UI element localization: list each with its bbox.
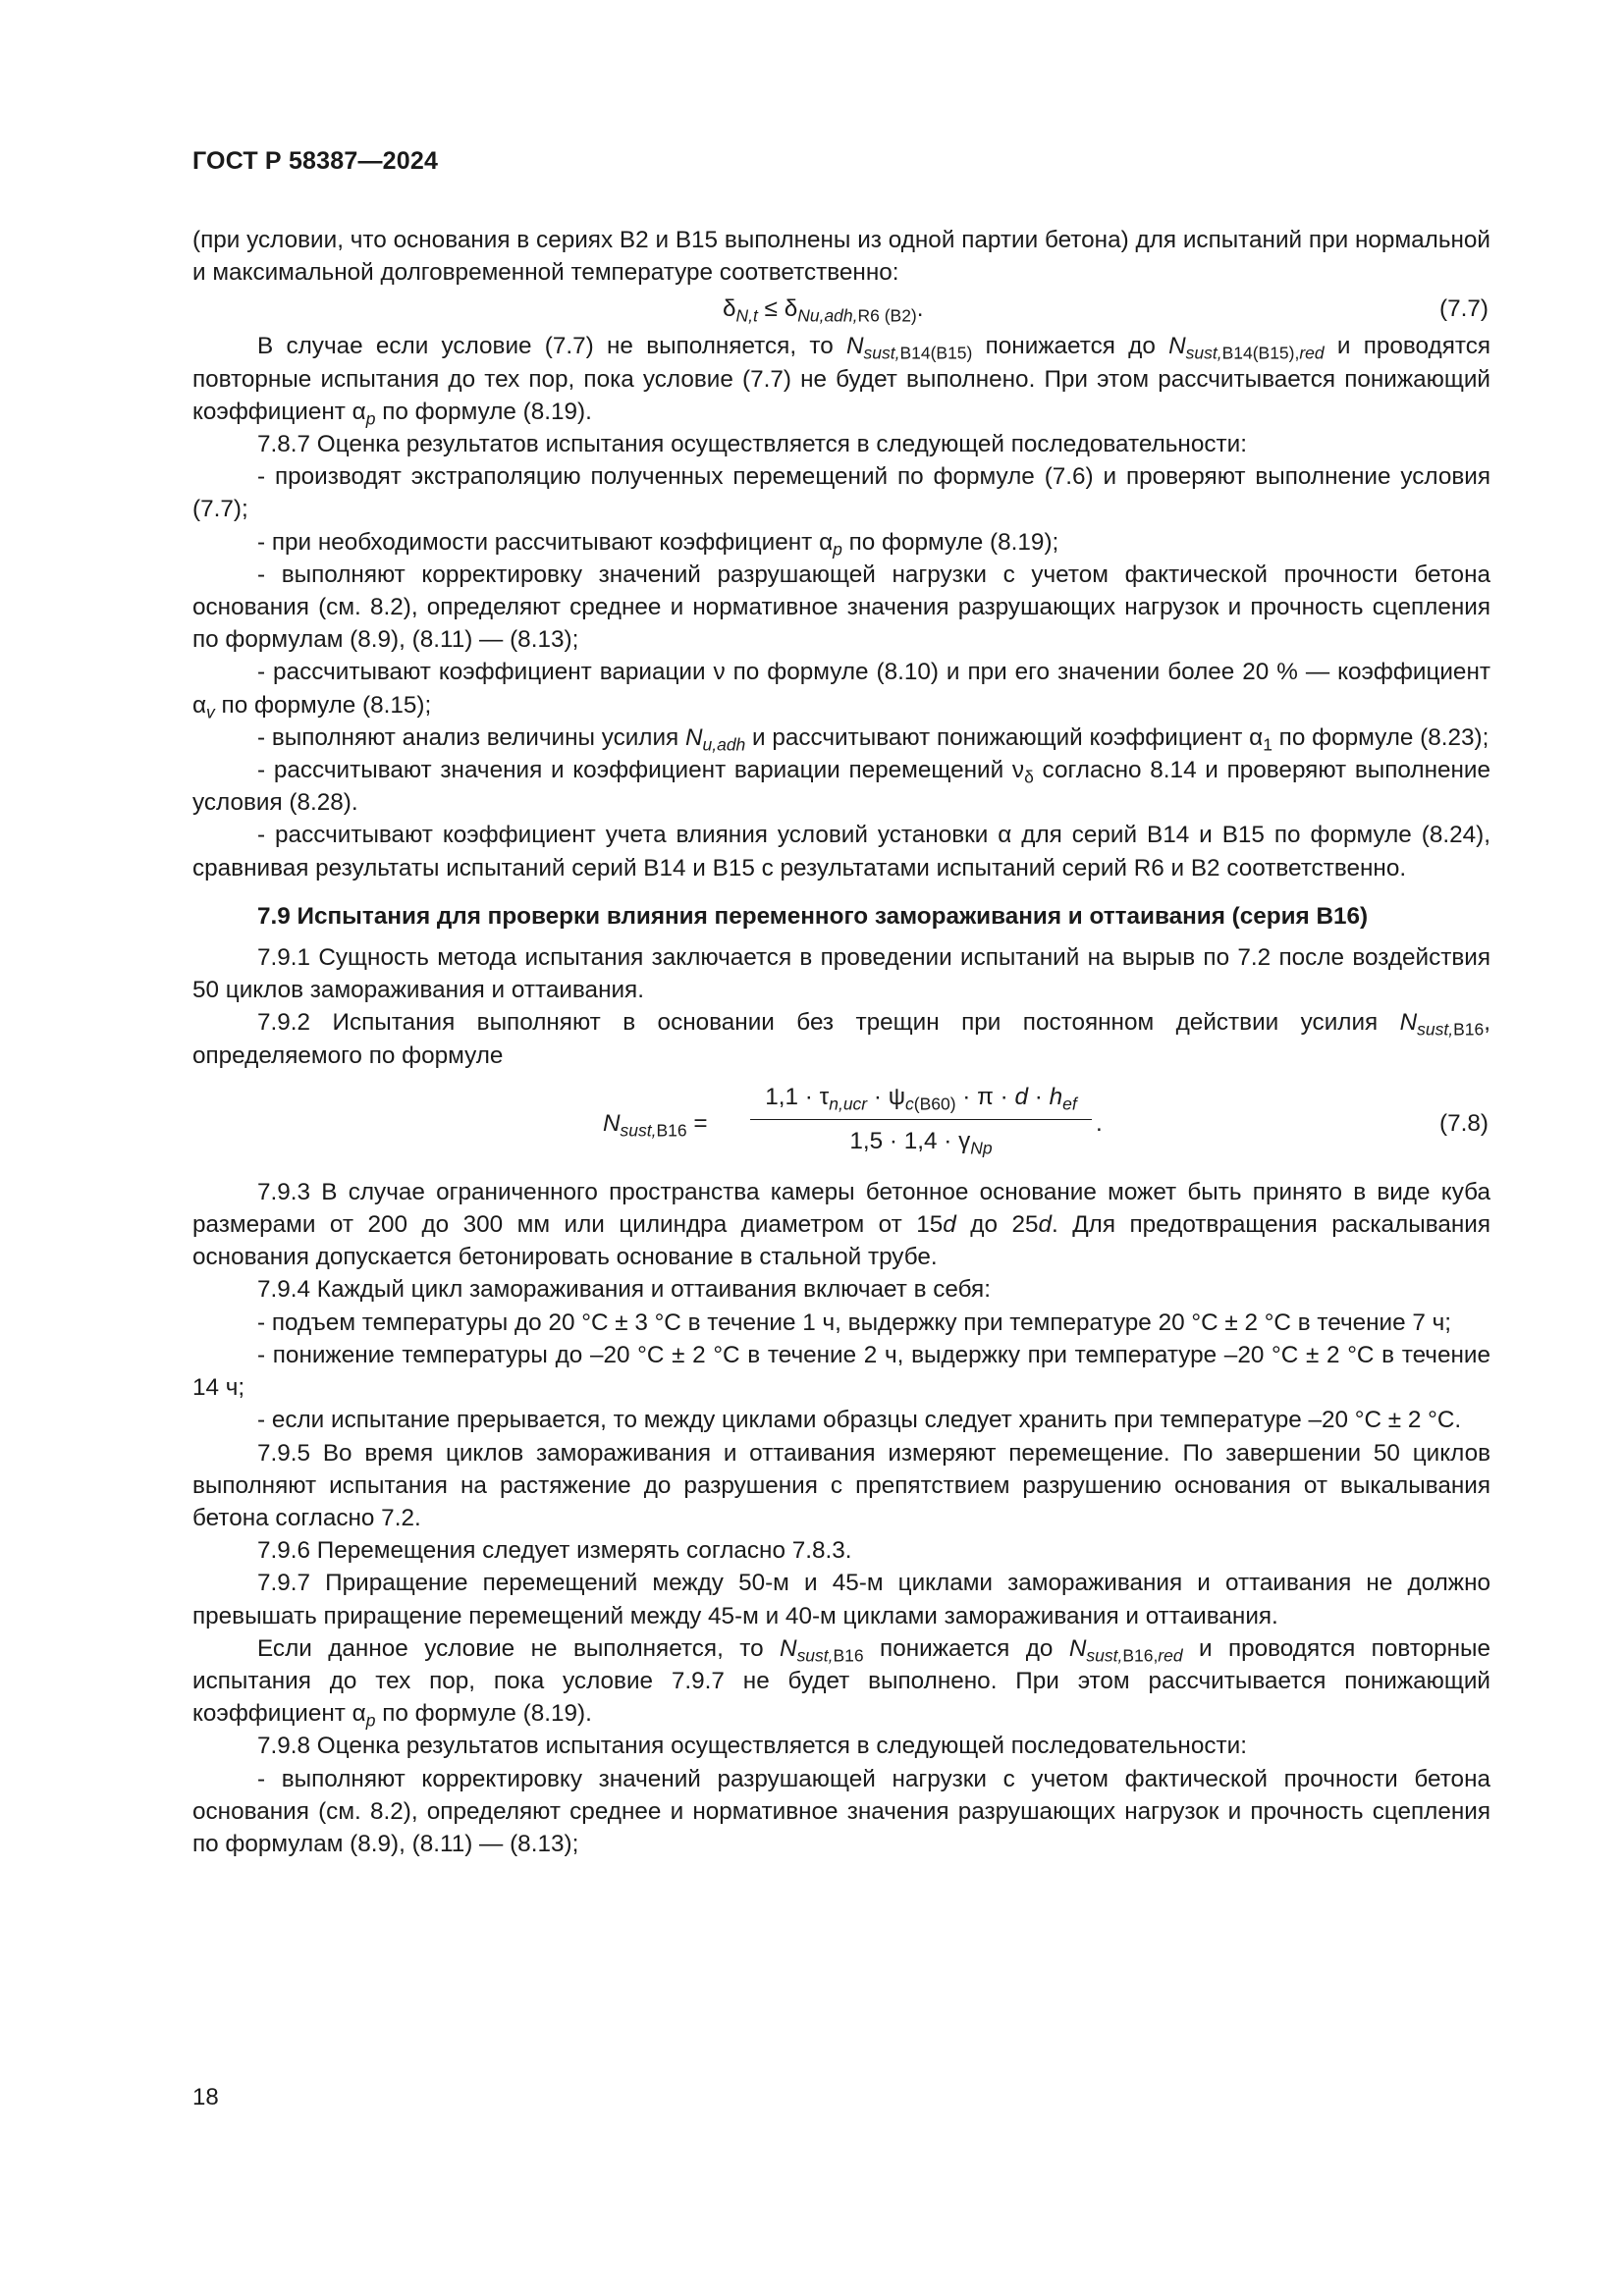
equation-end: . [1096, 1109, 1103, 1137]
fraction-denominator: $1,5 \cdot 1,4 \cdot \gamma_{Np}$ [750, 1119, 1092, 1161]
equation-number: (7.7) [1439, 295, 1489, 323]
page-header: ГОСТ Р 58387—2024 [192, 147, 439, 175]
paragraph: Если данное условие не выполняется, то $N_{sust,B16}$ понижается до $N_{sust,B16,red}$ и проводятся повторные испытания до тех пор, пока условие 7.9.7 не будет выполнено. При этом рассчитывается понижающий коэффициент $\alpha_p$ по формуле (8.19). [192, 1634, 1490, 1731]
equation-body: $\delta_{N,t} \le \delta_{Nu,adh,R6 (B2)}$. [723, 295, 924, 326]
paragraph: 7.9.1 Сущность метода испытания заключается в проведении испытаний на вырыв по 7.2 после воздействия 50 циклов замораживания и оттаивания. [192, 944, 1490, 1004]
list-item: - понижение температуры до –20 °С ± 2 °С в течение 2 ч, выдержку при температуре –20 °С ± 2 °С в течение 14 ч; [192, 1341, 1490, 1402]
equation-7-8 [192, 1072, 1490, 1176]
list-item: - подъем температуры до 20 °С ± 3 °С в течение 1 ч, выдержку при температуре 20 °С ± 2 °С в течение 7 ч; [257, 1308, 1452, 1336]
list-item: - рассчитывают значения и коэффициент вариации перемещений $\nu_\delta$ согласно 8.14 и проверяют выполнение условия (8.28). [192, 757, 1491, 817]
paragraph: 7.9.4 Каждый цикл замораживания и оттаивания включает в себя: [257, 1276, 991, 1304]
paragraph: 7.9.7 Приращение перемещений между 50-м и 45-м циклами замораживания и оттаивания не должно превышать приращение перемещений между 45-м и 40-м циклами замораживания и оттаивания. [192, 1570, 1490, 1629]
list-item: - рассчитывают коэффициент учета влияния условий установки α для серий В14 и В15 по формуле (8.24), сравнивая результаты испытаний серий В14 и В15 с результатами испытаний серий R6 и В2 соответственно. [192, 822, 1490, 881]
fraction [750, 1078, 1092, 1161]
paragraph: 7.9.5 Во время циклов замораживания и оттаивания измеряют перемещение. По завершении 50 циклов выполняют испытания на растяжение до разрушения с препятствием разрушению основания от выкалывания бетона согласно 7.2. [192, 1439, 1490, 1531]
paragraph: 7.9.3 В случае ограниченного пространства камеры бетонное основание может быть принято в виде куба размерами от 200 до 300 мм или цилиндра диаметром от 15d до 25d. Для предотвращения раскалывания основания допускается бетонировать основание в стальной трубе. [192, 1178, 1490, 1271]
list-item: - рассчитывают коэффициент вариации ν по формуле (8.10) и при его значении более 20 % — коэффициент $\alpha_v$ по формуле (8.15); [192, 659, 1490, 722]
paragraph: 7.8.7 Оценка результатов испытания осуществляется в следующей последовательности: [257, 431, 1247, 458]
list-item: - при необходимости рассчитывают коэффициент $\alpha_p$ по формуле (8.19); [257, 528, 1059, 560]
paragraph: 7.9.8 Оценка результатов испытания осуществляется в следующей последовательности: [257, 1733, 1247, 1760]
list-item: - выполняют корректировку значений разрушающей нагрузки с учетом фактической прочности бетона основания (см. 8.2), определяют среднее и нормативное значения разрушающих нагрузок и прочность сцепления по формулам (8.9), (8.11) — (8.13); [192, 1765, 1490, 1857]
page-number: 18 [192, 2084, 219, 2110]
document-body [192, 224, 1490, 1860]
section-heading-7-9: 7.9 Испытания для проверки влияния переменного замораживания и оттаивания (серия В16) [257, 902, 1369, 930]
list-item: - выполняют анализ величины усилия $N_{u,adh}$ и рассчитывают понижающий коэффициент $\alpha_1$ по формуле (8.23); [257, 723, 1489, 755]
list-item: - выполняют корректировку значений разрушающей нагрузки с учетом фактической прочности бетона основания (см. 8.2), определяют среднее и нормативное значения разрушающих нагрузок и прочность сцепления по формулам (8.9), (8.11) — (8.13); [192, 561, 1490, 654]
paragraph: 7.9.6 Перемещения следует измерять согласно 7.8.3. [257, 1537, 852, 1565]
paragraph: В случае если условие (7.7) не выполняется, то $N_{sust,B14(B15)}$ понижается до $N_{sust,B14(B15),red}$ и проводятся повторные испытания до тех пор, пока условие (7.7) не будет выполнено. При этом рассчитывается понижающий коэффициент $\alpha_p$ по формуле (8.19). [192, 333, 1491, 429]
fraction-numerator: $1,1 \cdot \tau_{n,ucr} \cdot \psi_{c(B60)} \cdot \pi \cdot d \cdot h_{ef}$ [765, 1083, 1077, 1114]
list-item: - производят экстраполяцию полученных перемещений по формуле (7.6) и проверяют выполнение условия (7.7); [192, 463, 1490, 523]
paragraph: 7.9.2 Испытания выполняют в основании без трещин при постоянном действии усилия $N_{sust,B16}$, определяемого по формуле [192, 1009, 1490, 1069]
equation-lhs: $N_{sust,B16}$ = [603, 1109, 708, 1141]
paragraph: (при условии, что основания в сериях В2 и В15 выполнены из одной партии бетона) для испытаний при нормальной и максимальной долговременной температуре соответственно: [192, 227, 1490, 287]
equation-number: (7.8) [1439, 1109, 1489, 1137]
equation-7-7 [192, 289, 1490, 330]
list-item: - если испытание прерывается, то между циклами образцы следует хранить при температуре –20 °С ± 2 °С. [257, 1407, 1462, 1434]
